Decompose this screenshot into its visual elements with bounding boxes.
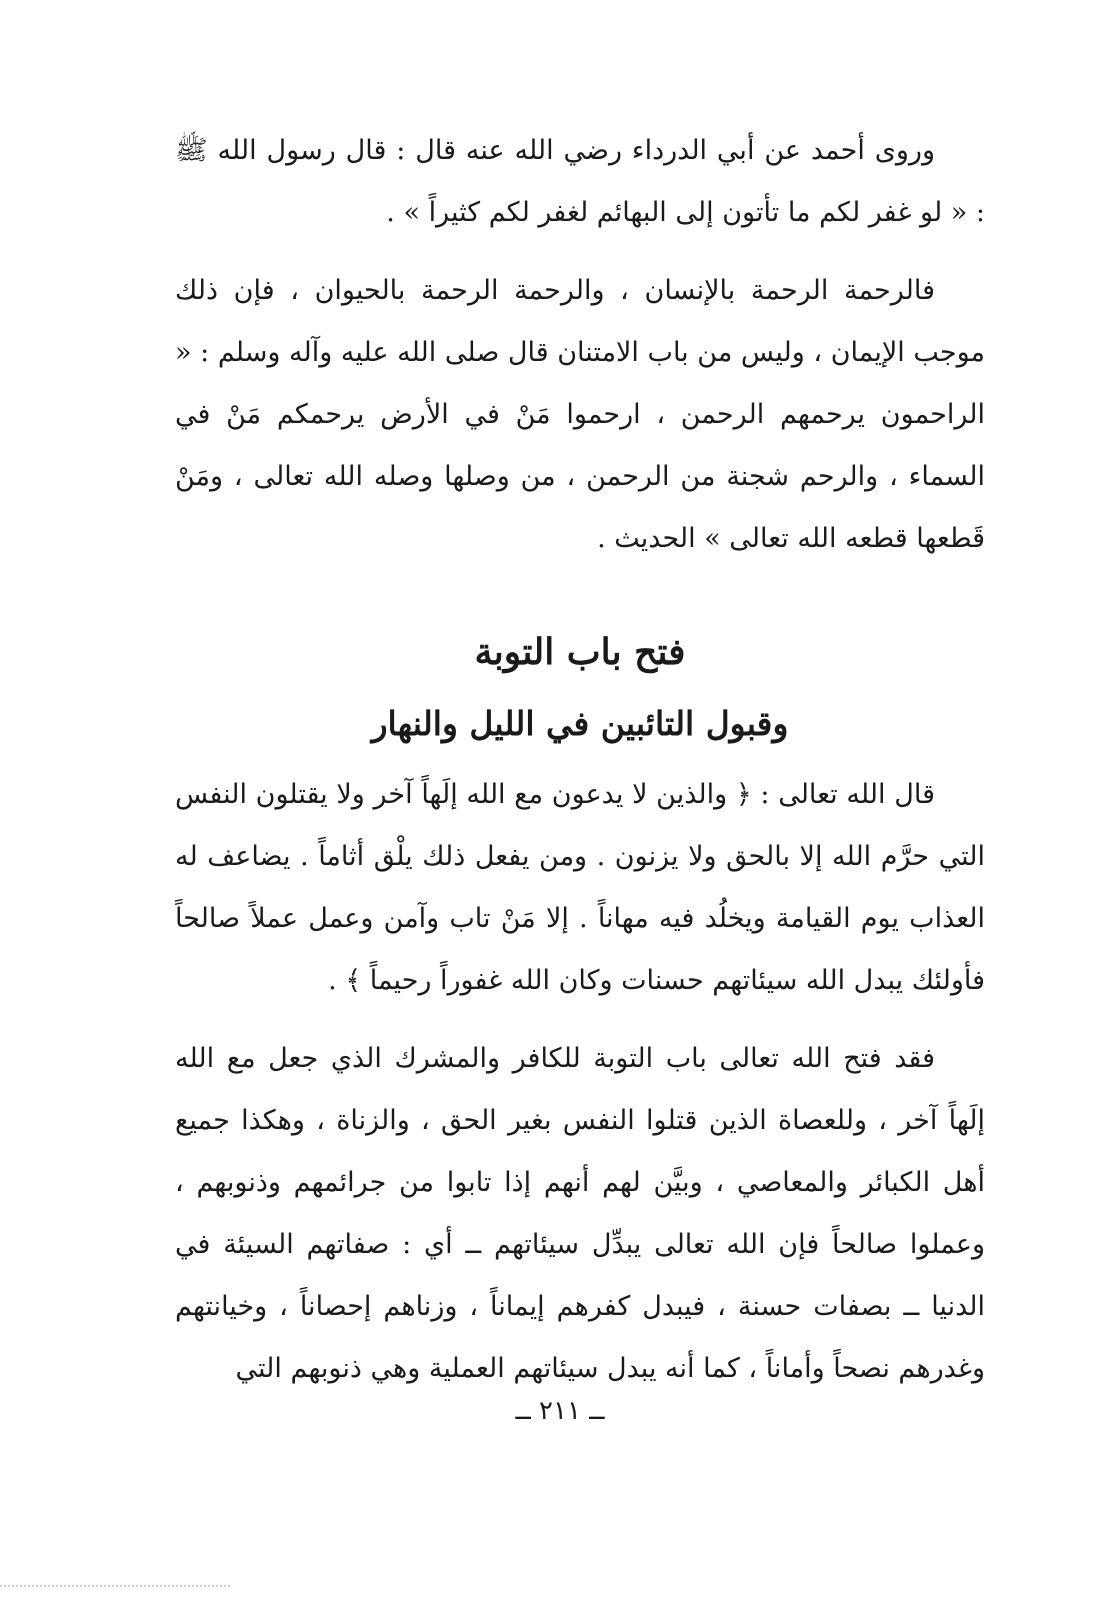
section-title: فتح باب التوبة xyxy=(474,631,686,673)
paragraph-quran-verse xyxy=(175,764,985,1012)
section-subtitle: وقبول التائبين في الليل والنهار xyxy=(371,704,789,743)
page-number: ــ ٢١١ ــ xyxy=(515,1396,605,1426)
scan-artifact xyxy=(0,1585,230,1589)
paragraph-text: وروى أحمد عن أبي الدرداء رضي الله عنه قال : قال رسول الله ﷺ : « لو غفر لكم ما تأتون إلى البهائم لغفر لكم كثيراً » . xyxy=(175,135,985,228)
paragraph-hadith-abu-darda xyxy=(175,120,985,244)
paragraph-text: فقد فتح الله تعالى باب التوبة للكافر والمشرك الذي جعل مع الله إلَهاً آخر ، وللعصاة الذين قتلوا النفس بغير الحق ، والزناة ، وهكذا جميع أهل الكبائر والمعاصي ، وبيَّن لهم أنهم إذا تابوا من جرائمهم وذنوبهم ، وعملوا صالحاً فإن الله تعالى يبدِّل سيئاتهم ــ أي : صفاتهم السيئة في الدنيا ــ بصفات حسنة ، فيبدل كفرهم إيماناً ، وزناهم إحصاناً ، وخيانتهم وغدرهم نصحاً وأماناً ، كما أنه يبدل سيئاتهم العملية وهي ذنوبهم التي xyxy=(175,1043,985,1384)
paragraph-mercy xyxy=(175,260,985,570)
paragraph-text: فالرحمة الرحمة بالإنسان ، والرحمة الرحمة بالحيوان ، فإن ذلك موجب الإيمان ، وليس من باب الامتنان قال صلى الله عليه وآله وسلم : « الراحمون يرحمهم الرحمن ، ارحموا مَنْ في الأرض يرحمكم مَنْ في السماء ، والرحم شجنة من الرحمن ، من وصلها وصله الله تعالى ، ومَنْ قَطعها قطعه الله تعالى » الحديث . xyxy=(175,275,985,554)
paragraph-repentance xyxy=(175,1028,985,1400)
page-body xyxy=(175,120,985,1416)
paragraph-text: قال الله تعالى : ﴿ والذين لا يدعون مع الله إلَهاً آخر ولا يقتلون النفس التي حرَّم الله إلا بالحق ولا يزنون . ومن يفعل ذلك يلْق أثاماً . يضاعف له العذاب يوم القيامة ويخلُد فيه مهاناً . إلا مَنْ تاب وآمن وعمل عملاً صالحاً فأولئك يبدل الله سيئاتهم حسنات وكان الله غفوراً رحيماً ﴾ . xyxy=(175,779,985,996)
